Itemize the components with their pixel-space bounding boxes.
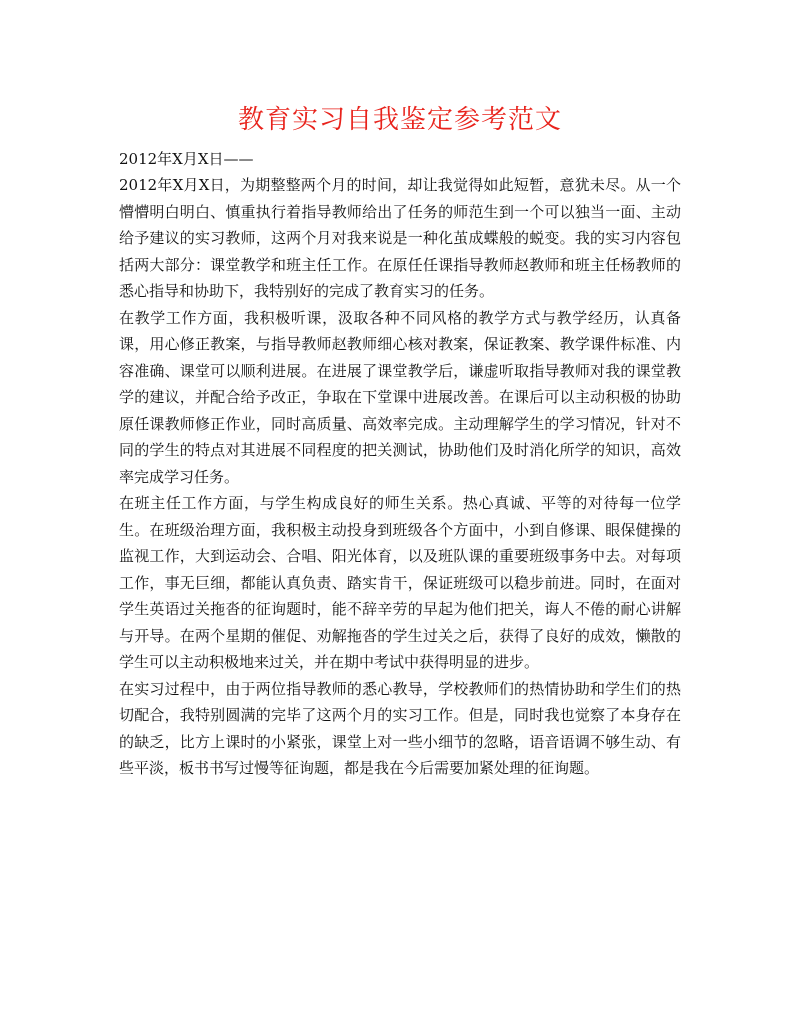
paragraph-teaching: 在教学工作方面，我积极听课，汲取各种不同风格的教学方式与教学经历，认真备课，用心修正教案，与指导教师赵教师细心核对教案，保证教案、教学课件标准、内容准确、课堂可以顺利进展。在进展了课堂教学后，谦虚听取指导教师对我的课堂教学的建议，并配合给予改正，争取在下堂课中进展改善。在课后可以主动积极的协助原任课教师修正作业，同时高质量、高效率完成。主动理解学生的学习情况，针对不同的学生的特点对其进展不同程度的把关测试，协助他们及时消化所学的知识，高效率完成学习任务。: [119, 308, 681, 486]
document-page: [119, 100, 681, 782]
paragraph-class-management: 在班主任工作方面，与学生构成良好的师生关系。热心真诚、平等的对待每一位学生。在班级治理方面，我积极主动投身到班级各个方面中，小到自修课、眼保健操的监视工作，大到运动会、合唱、阳光体育，以及班队课的重要班级事务中去。对每项工作，事无巨细，都能认真负责、踏实肯干，保证班级可以稳步前进。同时，在面对学生英语过关拖沓的征询题时，能不辞辛劳的早起为他们把关，诲人不倦的耐心讲解与开导。在两个星期的催促、劝解拖沓的学生过关之后，获得了良好的成效，懒散的学生可以主动积极地来过关，并在期中考试中获得明显的进步。: [119, 494, 681, 671]
document-title: 教育实习自我鉴定参考范文: [237, 105, 562, 135]
dateline: 2012年X月X日——: [119, 150, 254, 168]
paragraph-intro: 2012年X月X日，为期整整两个月的时间，却让我觉得如此短暂，意犹未尽。从一个懵懵明白明白、慎重执行着指导教师给出了任务的师范生到一个可以独当一面、主动给予建议的实习教师，这两个月对我来说是一种化茧成蝶般的蜕变。我的实习内容包括两大部分：课堂教学和班主任工作。在原任任课指导教师赵教师和班主任杨教师的悉心指导和协助下，我特别好的完成了教育实习的任务。: [119, 176, 681, 300]
paragraph-reflection: 在实习过程中，由于两位指导教师的悉心教导，学校教师们的热情协助和学生们的热切配合，我特别圆满的完毕了这两个月的实习工作。但是，同时我也觉察了本身存在的缺乏，比方上课时的小紧张，课堂上对一些小细节的忽略，语音语调不够生动、有些平淡，板书书写过慢等征询题，都是我在今后需要加紧处理的征询题。: [119, 679, 681, 777]
